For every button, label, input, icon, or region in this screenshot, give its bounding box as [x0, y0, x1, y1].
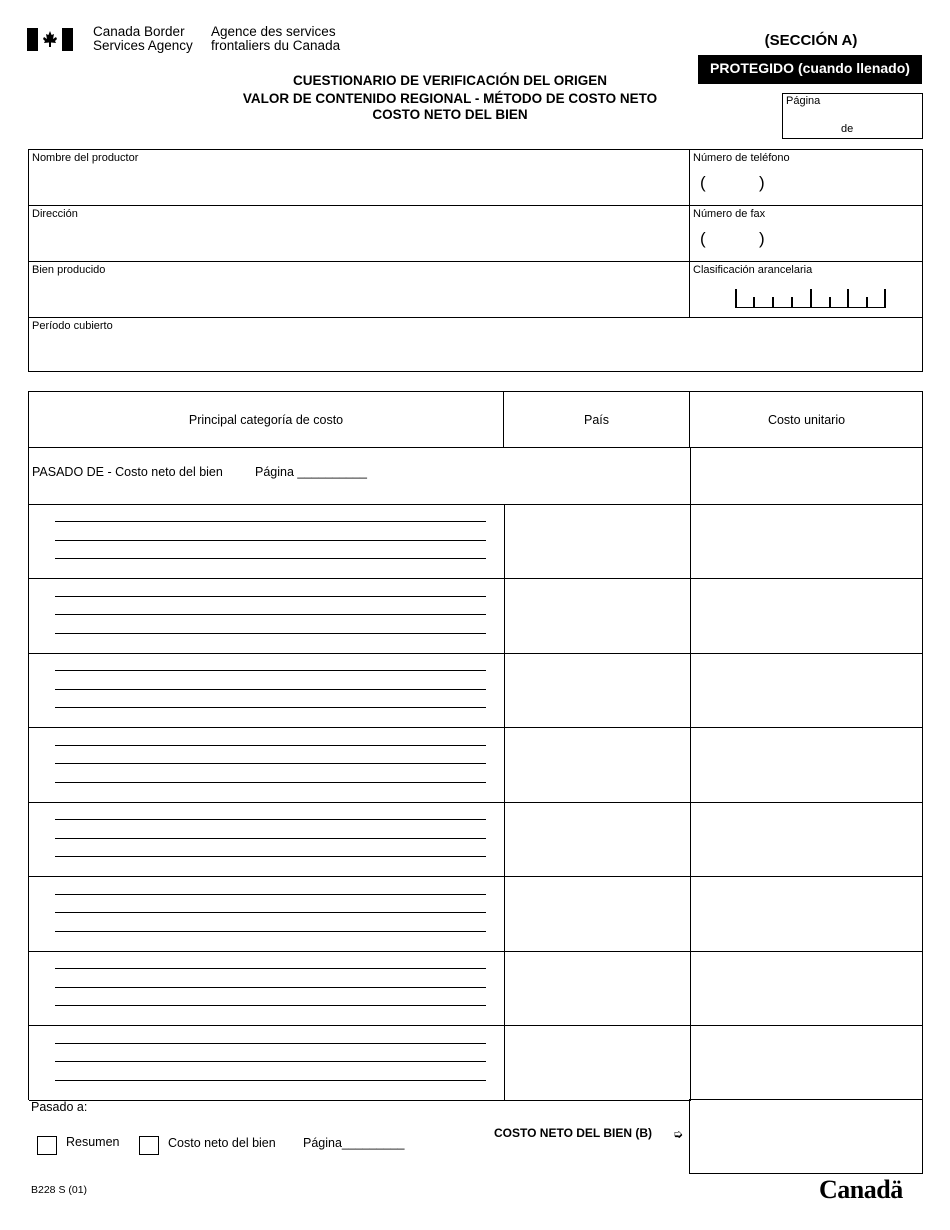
- protected-banner: PROTEGIDO (cuando llenado): [698, 55, 922, 84]
- carried-from-label: PASADO DE - Costo neto del bien: [32, 465, 223, 479]
- form-number: B228 S (01): [31, 1184, 88, 1196]
- column-header-category: Principal categoría de costo: [29, 392, 504, 448]
- page-label: Página: [786, 95, 821, 107]
- column-header-country: País: [504, 392, 690, 448]
- fax-field[interactable]: [690, 206, 923, 262]
- net-cost-total-label: COSTO NETO DEL BIEN (B): [494, 1126, 653, 1140]
- carried-to-label: Pasado a:: [31, 1100, 88, 1114]
- net-cost-label: Costo neto del bien: [168, 1136, 276, 1150]
- column-header-unit-cost: Costo unitario: [690, 392, 923, 448]
- producer-name-field[interactable]: [29, 150, 690, 206]
- phone-field[interactable]: [690, 150, 923, 206]
- tariff-classification-label: Clasificación arancelaria: [693, 264, 813, 276]
- section-label: (SECCIÓN A): [764, 32, 858, 49]
- cost-table: [28, 391, 923, 1100]
- form-title-line-3: COSTO NETO DEL BIEN: [372, 107, 528, 122]
- area-code-close: ): [759, 173, 765, 192]
- good-produced-label: Bien producido: [32, 264, 106, 276]
- address-label: Dirección: [32, 208, 78, 220]
- summary-label: Resumen: [66, 1135, 120, 1149]
- canada-flag-icon: [27, 28, 73, 51]
- carried-from-page[interactable]: Página __________: [255, 465, 367, 479]
- page-of-label: de: [841, 123, 854, 135]
- area-code-open: (: [700, 173, 706, 192]
- period-covered-field[interactable]: [29, 318, 923, 372]
- summary-checkbox[interactable]: [37, 1136, 57, 1155]
- form-title-line-2: VALOR DE CONTENIDO REGIONAL - MÉTODO DE COSTO NETO: [242, 91, 658, 106]
- producer-info-section: [28, 149, 923, 372]
- fax-area-code-close: ): [759, 229, 765, 248]
- tariff-classification-field[interactable]: [690, 262, 923, 318]
- good-produced-field[interactable]: [29, 262, 690, 318]
- producer-name-label: Nombre del productor: [32, 152, 139, 164]
- tariff-digit-boxes[interactable]: [735, 289, 886, 308]
- arrow-right-icon: ➭: [673, 1127, 684, 1141]
- unit-cost-divider: [690, 448, 691, 1101]
- net-cost-total-field[interactable]: [689, 1099, 923, 1174]
- address-field[interactable]: [29, 206, 690, 262]
- fax-area-code-open: (: [700, 229, 706, 248]
- fax-label: Número de fax: [693, 208, 766, 220]
- period-covered-label: Período cubierto: [32, 320, 113, 332]
- phone-label: Número de teléfono: [693, 152, 790, 164]
- carried-to-page[interactable]: Página_________: [303, 1136, 405, 1150]
- agency-name-en: Canada Border Services Agency: [93, 24, 193, 53]
- canada-wordmark-logo: Canadä: [819, 1175, 903, 1204]
- agency-name-fr: Agence des services frontaliers du Canada: [211, 24, 341, 53]
- net-cost-checkbox[interactable]: [139, 1136, 159, 1155]
- form-title-line-1: CUESTIONARIO DE VERIFICACIÓN DEL ORIGEN: [292, 73, 608, 88]
